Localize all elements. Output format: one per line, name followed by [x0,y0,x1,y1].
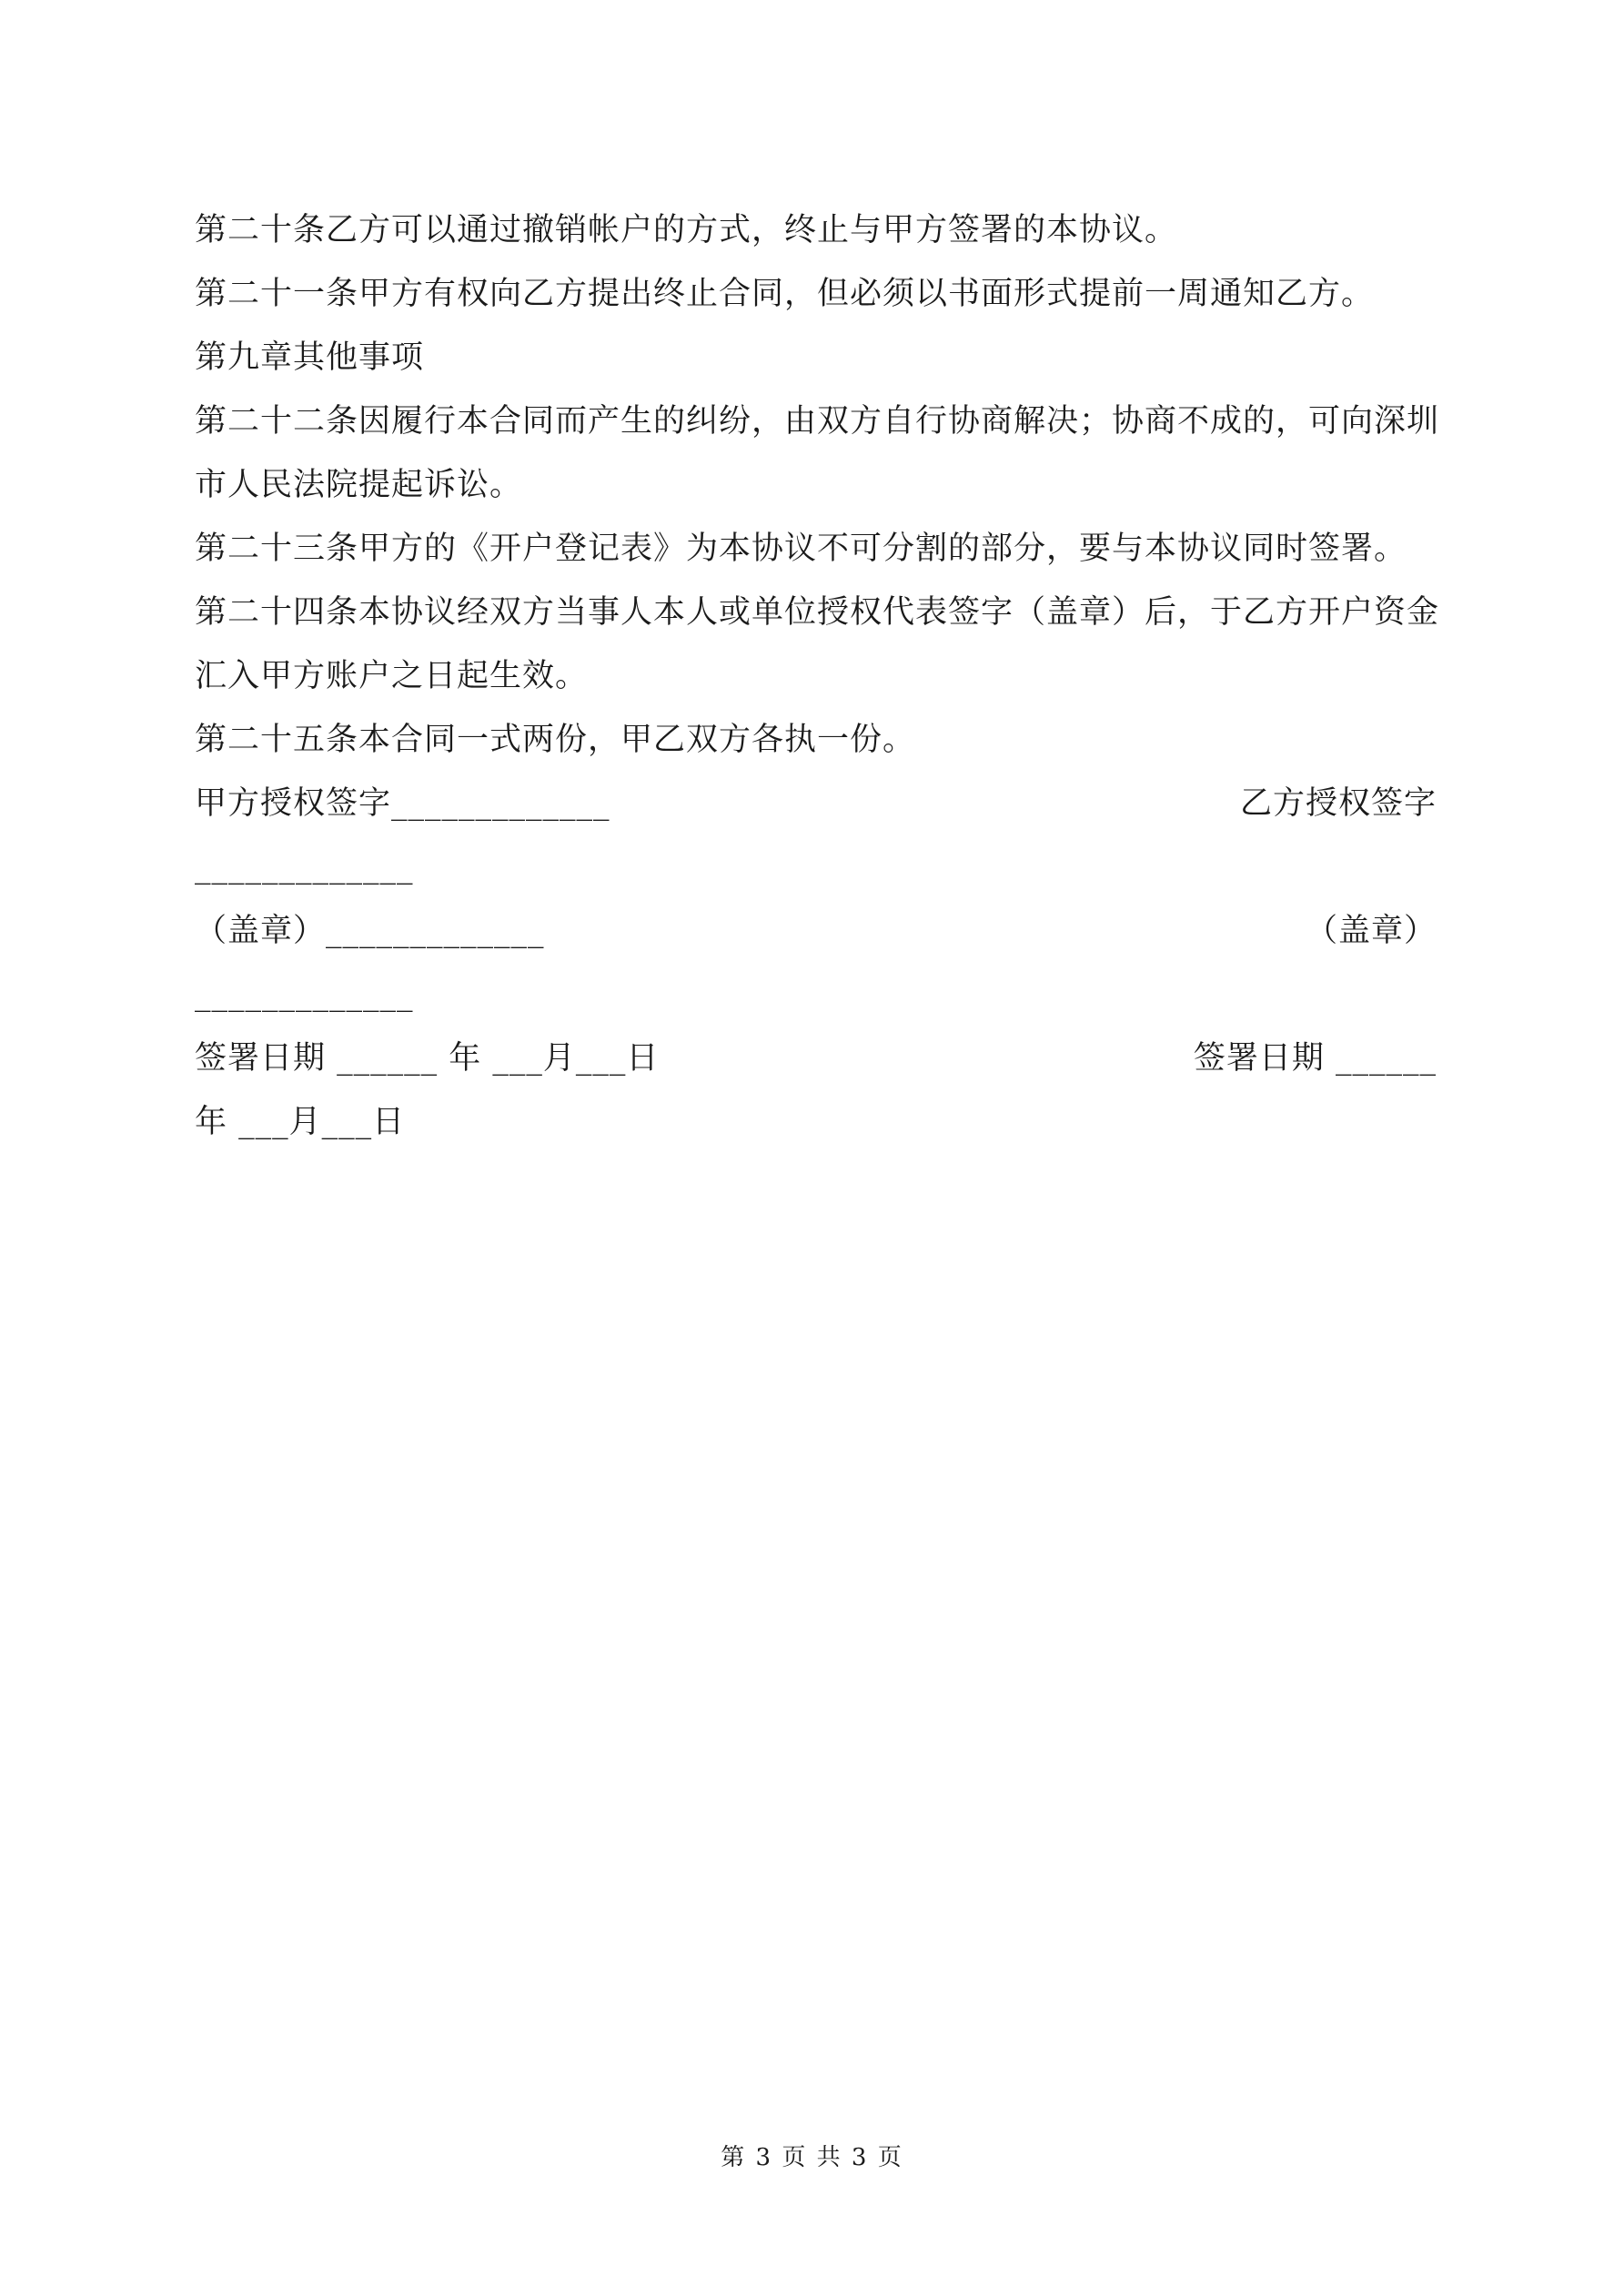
signature-row [195,772,1437,835]
party-a-seal: （盖章）_____________ [195,913,545,949]
clause-24-line-1: 第二十四条本协议经双方当事人本人或单位授权代表签字（盖章）后，于乙方开户资金 [195,594,1440,631]
seal-row [195,899,1437,963]
clause-25: 第二十五条本合同一式两份，甲乙双方各执一份。 [195,722,916,758]
party-b-seal: （盖章） [1305,913,1437,949]
clause-24-line-2: 汇入甲方账户之日起生效。 [195,658,589,694]
party-b-date: 签署日期 ______ [1193,1040,1437,1077]
clause-22-line-2: 市人民法院提起诉讼。 [195,467,523,503]
party-b-signature-line: _____________ [195,849,414,885]
party-b-seal-line: _____________ [195,976,414,1013]
date-row [195,1027,1437,1090]
party-b-signature: 乙方授权签字 [1239,785,1437,822]
document-body [195,198,1440,1154]
date-cont-row [195,1090,1437,1154]
party-a-date: 签署日期 ______ 年 ___月___日 [195,1040,660,1077]
page-footer: 第 3 页 共 3 页 [721,2144,903,2171]
seal-line-row [195,963,1437,1027]
clause-23: 第二十三条甲方的《开户登记表》为本协议不可分割的部分，要与本协议同时签署。 [195,531,1407,567]
clause-22-line-1: 第二十二条因履行本合同而产生的纠纷，由双方自行协商解决；协商不成的，可向深圳 [195,403,1440,440]
party-b-date-continued: 年 ___月___日 [195,1104,406,1140]
clause-21: 第二十一条甲方有权向乙方提出终止合同，但必须以书面形式提前一周通知乙方。 [195,276,1375,312]
signature-line-row [195,835,1437,899]
clause-20: 第二十条乙方可以通过撤销帐户的方式，终止与甲方签署的本协议。 [195,212,1178,248]
party-a-signature: 甲方授权签字_____________ [195,785,610,822]
chapter-9-heading: 第九章其他事项 [195,339,425,376]
